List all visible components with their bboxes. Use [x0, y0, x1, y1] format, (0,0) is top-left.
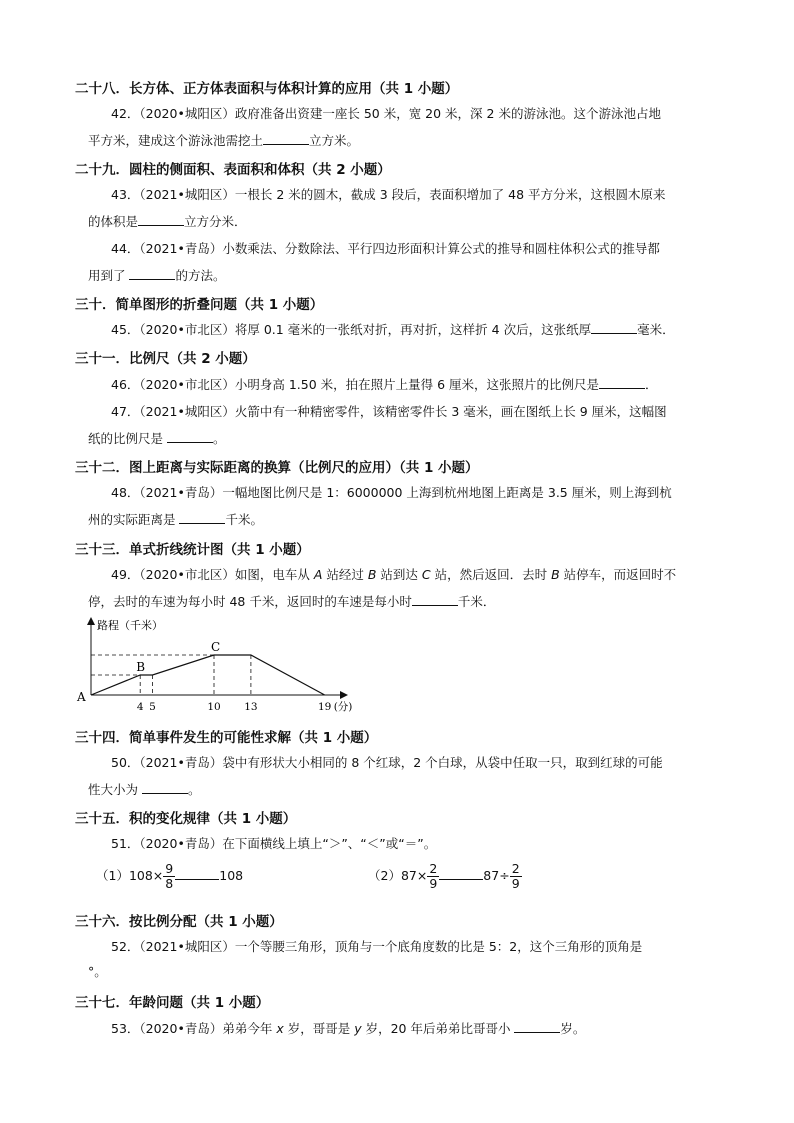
question-51-part1: （1）108× $\frac{9}{8}$ 108 [96, 861, 244, 891]
question-48-line1: 48．（2021•青岛）一幅地图比例尺是 1：6000000 上海到杭州地图上距离是 3.5 厘米，则上海到杭 [111, 485, 672, 500]
answer-blank[interactable] [599, 376, 645, 389]
answer-blank[interactable] [129, 267, 175, 280]
answer-blank[interactable] [412, 593, 458, 606]
answer-blank[interactable] [514, 1020, 560, 1033]
question-52-line2: °。 [88, 964, 107, 979]
x-axis-unit: (分) [333, 701, 353, 713]
section-title-29: 二十九．圆柱的侧面积、表面积和体积（共 2 小题） [75, 162, 391, 178]
section-title-37: 三十七．年龄问题（共 1 小题） [75, 995, 270, 1011]
fraction: $\frac{9}{8}$ [165, 861, 174, 891]
answer-blank[interactable] [179, 511, 225, 524]
question-53-line1: 53．（2020•青岛）弟弟今年 x 岁，哥哥是 y 岁，20 年后弟弟比哥哥小 岁。 [111, 1021, 586, 1036]
y-axis-arrow [87, 617, 95, 625]
x-tick-label: 4 [136, 701, 144, 713]
x-tick-label: 19 [318, 701, 332, 713]
question-44-line2: 用到了 的方法。 [88, 268, 226, 283]
question-48-line2: 州的实际距离是 千米。 [88, 512, 263, 527]
answer-blank[interactable] [439, 867, 483, 880]
answer-blank[interactable] [167, 430, 213, 443]
question-44-line1: 44．（2021•青岛）小数乘法、分数除法、平行四边形面积计算公式的推导和圆柱体积公式的推导都 [111, 241, 660, 256]
question-42-line2: 平方米，建成这个游泳池需挖土 立方米。 [88, 133, 360, 148]
x-tick-label: 5 [149, 701, 156, 713]
section-title-35: 三十五．积的变化规律（共 1 小题） [75, 811, 297, 827]
question-50-line2: 性大小为 。 [88, 782, 201, 797]
question-50-line1: 50．（2021•青岛）袋中有形状大小相同的 8 个红球，2 个白球，从袋中任取一只，取到红球的可能 [111, 755, 663, 770]
answer-blank[interactable] [263, 132, 309, 145]
question-51-part2: （2）87× $\frac{2}{9}$ 87÷ $\frac{2}{9}$ [368, 861, 520, 891]
fraction: $\frac{2}{9}$ [511, 861, 520, 891]
x-tick-label: 13 [244, 701, 258, 713]
point-label-A: A [77, 690, 86, 704]
question-47-line2: 纸的比例尺是 。 [88, 431, 226, 446]
question-47-line1: 47．（2021•城阳区）火箭中有一种精密零件，该精密零件长 3 毫米，画在图纸上长 9 厘米，这幅图 [111, 404, 667, 419]
question-51-line1: 51．（2020•青岛）在下面横线上填上“＞”、“＜”或“＝”。 [111, 836, 437, 851]
question-49-line2: 停，去时的车速为每小时 48 千米，返回时的车速是每小时 千米． [88, 594, 496, 609]
x-tick-label: 10 [207, 701, 221, 713]
answer-blank[interactable] [175, 867, 219, 880]
question-49-line1: 49．（2020•市北区）如图，电车从 A 站经过 B 站到达 C 站，然后返回．去时 B 站停车，而返回时不 [111, 567, 677, 582]
y-axis-label: 路程（千米） [97, 619, 163, 632]
question-42-line1: 42．（2020•城阳区）政府准备出资建一座长 50 米，宽 20 米，深 2 米的游泳池。这个游泳池占地 [111, 106, 661, 121]
distance-time-chart [70, 615, 360, 715]
section-title-28: 二十八．长方体、正方体表面积与体积计算的应用（共 1 小题） [75, 81, 459, 97]
question-52-line1: 52．（2021•城阳区）一个等腰三角形，顶角与一个底角度数的比是 5：2，这个三角形的顶角是 [111, 939, 643, 954]
x-axis-arrow [340, 691, 348, 699]
answer-blank[interactable] [591, 321, 637, 334]
section-title-31: 三十一．比例尺（共 2 小题） [75, 351, 256, 367]
answer-blank[interactable] [142, 781, 188, 794]
section-title-36: 三十六．按比例分配（共 1 小题） [75, 914, 283, 930]
section-title-30: 三十．简单图形的折叠问题（共 1 小题） [75, 297, 324, 313]
point-label-B: B [136, 660, 146, 674]
section-title-34: 三十四．简单事件发生的可能性求解（共 1 小题） [75, 730, 378, 746]
answer-blank[interactable] [138, 213, 184, 226]
section-title-33: 三十三．单式折线统计图（共 1 小题） [75, 542, 310, 558]
section-title-32: 三十二．图上距离与实际距离的换算（比例尺的应用）（共 1 小题） [75, 460, 479, 476]
point-label-C: C [211, 640, 221, 654]
question-43-line1: 43．（2021•城阳区）一根长 2 米的圆木，截成 3 段后，表面积增加了 48 平方分米，这根圆木原来 [111, 187, 666, 202]
question-46-line1: 46．（2020•市北区）小明身高 1.50 米，拍在照片上量得 6 厘米，这张照片的比例尺是 ． [111, 377, 658, 392]
fraction: $\frac{2}{9}$ [429, 861, 438, 891]
question-45-line1: 45．（2020•市北区）将厚 0.1 毫米的一张纸对折，再对折，这样折 4 次后，这张纸厚 毫米． [111, 322, 675, 337]
question-43-line2: 的体积是 立方分米． [88, 214, 247, 229]
